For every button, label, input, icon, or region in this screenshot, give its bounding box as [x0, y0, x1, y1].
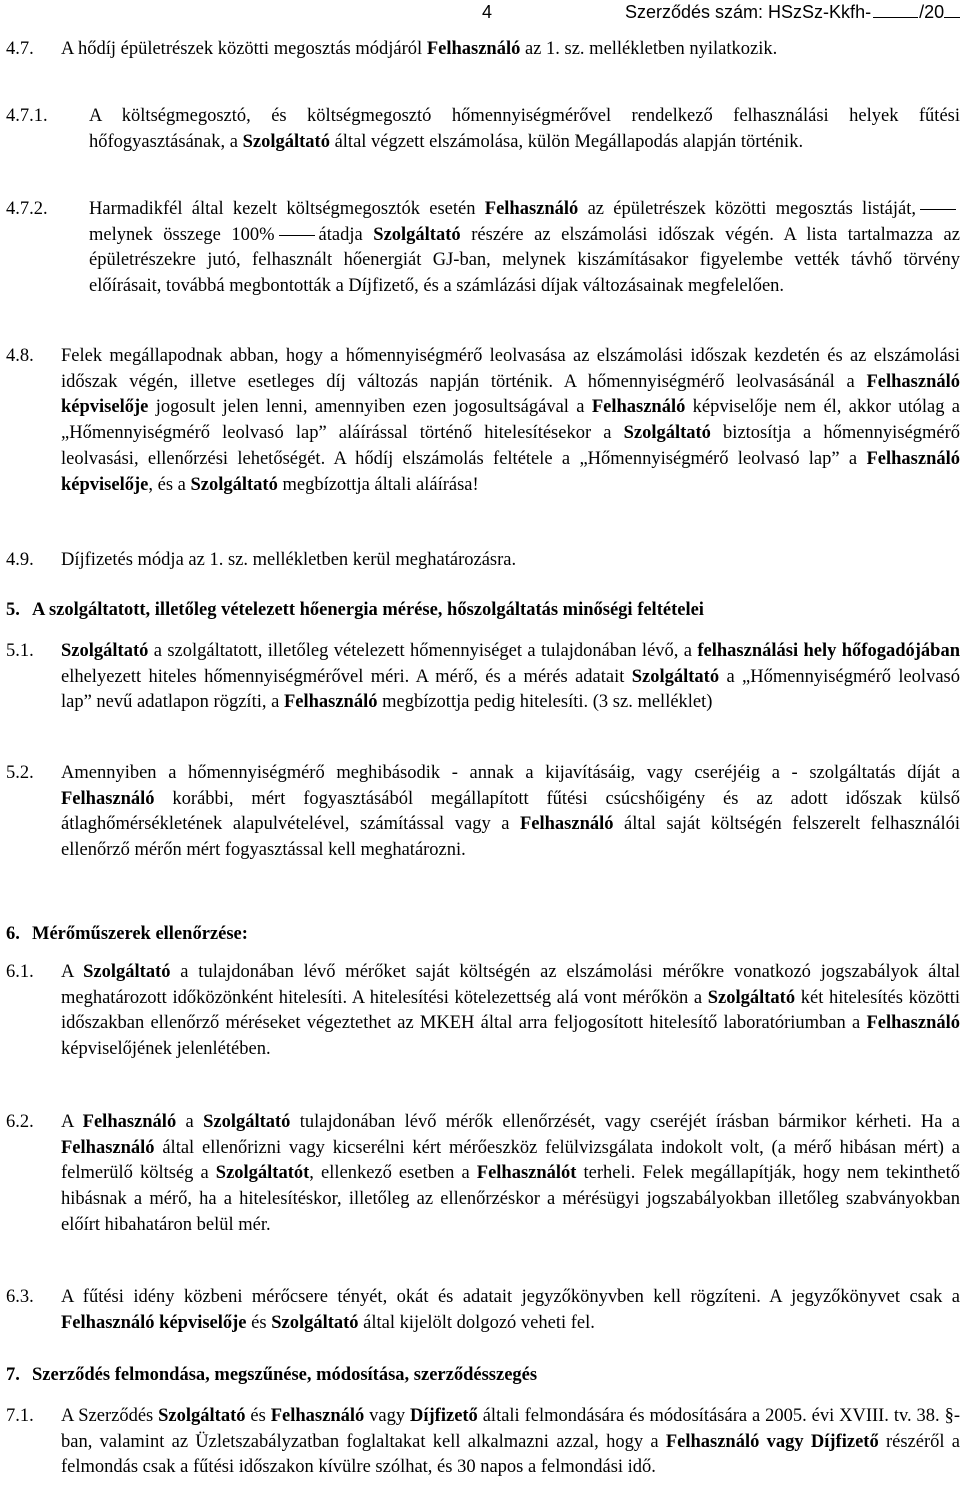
- heading-number: 7.: [6, 1365, 20, 1385]
- contract-number-blank: [873, 2, 918, 18]
- section-text: A Szolgáltató a tulajdonában lévő mérőket saját költségén az elszámolási mérőkre vonatkozó jogszabályok által meghatározott időközönként hitelesíti. A hitelesítési kötelezettség alá vont mérőkön a Szolgáltató két hitelesítés közötti időszakban ellenőrző méréseket végeztethet az MKEH által arra feljogosított hitelesítő laboratóriumban a Felhasználó képviselőjének jelenlétében.: [61, 962, 960, 1060]
- section-6-3: [0, 1285, 960, 1336]
- heading-title: Mérőműszerek ellenőrzése:: [32, 924, 248, 944]
- section-number: 6.2.: [6, 1112, 34, 1132]
- dash-rule: [920, 209, 956, 210]
- heading-section-7: [0, 1363, 960, 1389]
- section-number: 5.1.: [6, 641, 34, 661]
- heading-number: 5.: [6, 600, 20, 620]
- section-number: 6.3.: [6, 1287, 34, 1307]
- section-4-7-2: [0, 197, 960, 300]
- section-7-1: [0, 1404, 960, 1481]
- section-text: Harmadikfél által kezelt költségmegosztók esetén Felhasználó az épületrészek közötti megosztás listáját,melynek összege 100% átadja Szolgáltató részére az elszámolási időszak végén. A lista tartalmazza az épületrészekre jutó, felhasznált hőenergiát GJ-ban, melynek kiszámításakor figyelembe vették távhő törvény előírásait, továbbá megbontották a Díjfizető, és a számlázási díjak változásainak megfelelően.: [89, 199, 960, 297]
- contract-year-blank: [944, 2, 960, 18]
- section-4-8: [0, 344, 960, 498]
- heading-title: Szerződés felmondása, megszűnése, módosítása, szerződésszegés: [32, 1365, 538, 1385]
- section-number: 4.7.2.: [6, 199, 48, 219]
- section-number: 5.2.: [6, 763, 34, 783]
- section-4-9: [0, 548, 960, 574]
- section-5-2: [0, 761, 960, 864]
- section-text: Felek megállapodnak abban, hogy a hőmennyiségmérő leolvasása az elszámolási időszak kezdetén és az elszámolási időszak végén, illetve esetleges díj változás napján történik. A hőmennyiségmérő leolvasásánál a Felhasználó képviselője jogosult jelen lenni, amennyiben ezen jogosultságával a Felhasználó képviselője nem él, akkor utólag a „Hőmennyiségmérő leolvasó lap” aláírással történő hitelesítésekor a Szolgáltató biztosítja a hőmennyiségmérő leolvasási, ellenőrzési lehetőségét. A hődíj elszámolás feltétele a „Hőmennyiségmérő leolvasó lap” a Felhasználó képviselője, és a Szolgáltató megbízottja általi aláírása!: [61, 346, 960, 495]
- section-text: A hődíj épületrészek közötti megosztás módjáról Felhasználó az 1. sz. mellékletben nyilatkozik.: [61, 39, 778, 59]
- section-text: Szolgáltató a szolgáltatott, illetőleg vételezett hőmennyiséget a tulajdonában lévő, a felhasználási hely hőfogadójában elhelyezett hiteles hőmennyiségmérővel méri. A mérő, és a mérés adatait Szolgáltató a „Hőmennyiségmérő leolvasó lap” nevű adatlapon rögzíti, a Felhasználó megbízottja pedig hitelesíti. (3 sz. melléklet): [61, 641, 960, 713]
- section-5-1: [0, 639, 960, 716]
- section-number: 4.7.: [6, 39, 34, 59]
- section-text: A Szerződés Szolgáltató és Felhasználó vagy Díjfizető általi felmondására és módosítására a 2005. évi XVIII. tv. 38. §-ban, valamint az Üzletszabályzatban foglaltakat kell alkalmazni azzal, hogy a Felhasználó vagy Díjfizető részéről a felmondás csak a fűtési időszakon kívülre szólhat, és 30 napos a felmondási idő.: [61, 1406, 960, 1478]
- section-text: Díjfizetés módja az 1. sz. mellékletben kerül meghatározásra.: [61, 550, 517, 570]
- section-6-2: [0, 1110, 960, 1239]
- heading-number: 6.: [6, 924, 20, 944]
- page-number: 4: [482, 2, 493, 22]
- section-number: 6.1.: [6, 962, 34, 982]
- section-4-7-1: [0, 104, 960, 155]
- section-number: 7.1.: [6, 1406, 34, 1426]
- contract-year-label: /20: [919, 2, 945, 22]
- section-text: Amennyiben a hőmennyiségmérő meghibásodik - annak a kijavításáig, vagy cseréjéig a - szolgáltatás díját a Felhasználó korábbi, mért fogyasztásából megállapított fűtési csúcshőigény és az adott időszak külső átlaghőmérsékletének alapulvételével, számítással vagy a Felhasználó által saját költségén felszerelt felhasználói ellenőrző mérőn mért fogyasztással kell meghatározni.: [61, 763, 960, 861]
- section-number: 4.8.: [6, 346, 34, 366]
- section-text: A költségmegosztó, és költségmegosztó hőmennyiségmérővel rendelkező felhasználási helyek fűtési hőfogyasztásának, a Szolgáltató által végzett elszámolása, külön Megállapodás alapján történik.: [89, 106, 960, 152]
- section-number: 4.9.: [6, 550, 34, 570]
- page-header: [0, 0, 960, 24]
- section-number: 4.7.1.: [6, 106, 48, 126]
- section-4-7: [0, 37, 960, 63]
- contract-number-label: Szerződés szám: HSzSz-Kkfh-: [625, 2, 872, 22]
- section-text: A fűtési idény közbeni mérőcsere tényét, okát és adatait jegyzőkönyvben kell rögzíteni. A jegyzőkönyvet csak a Felhasználó képviselője és Szolgáltató által kijelölt dolgozó veheti fel.: [61, 1287, 960, 1333]
- section-text: A Felhasználó a Szolgáltató tulajdonában lévő mérők ellenőrzését, vagy cseréjét írásban bármikor kérheti. Ha a Felhasználó által ellenőrizni vagy kicserélni kért mérőeszköz felülvizsgálata indokolt volt, (a mérő hibásan mért) a felmerülő költség a Szolgáltatót, ellenkező esetben a Felhasználót terheli. Felek megállapítják, hogy nem tekinthető hibásnak a mérő, ha a hitelesítéskor, illetőleg az ellenőrzéskor a mérésügyi jogszabályokban illetőleg szabványokban előírt hibahatáron belül mér.: [61, 1112, 960, 1235]
- heading-section-6: [0, 922, 960, 948]
- dash-rule: [279, 235, 315, 236]
- heading-title: A szolgáltatott, illetőleg vételezett hőenergia mérése, hőszolgáltatás minőségi feltételei: [32, 600, 704, 620]
- contract-number: [625, 0, 960, 24]
- heading-section-5: [0, 598, 960, 624]
- section-6-1: [0, 960, 960, 1063]
